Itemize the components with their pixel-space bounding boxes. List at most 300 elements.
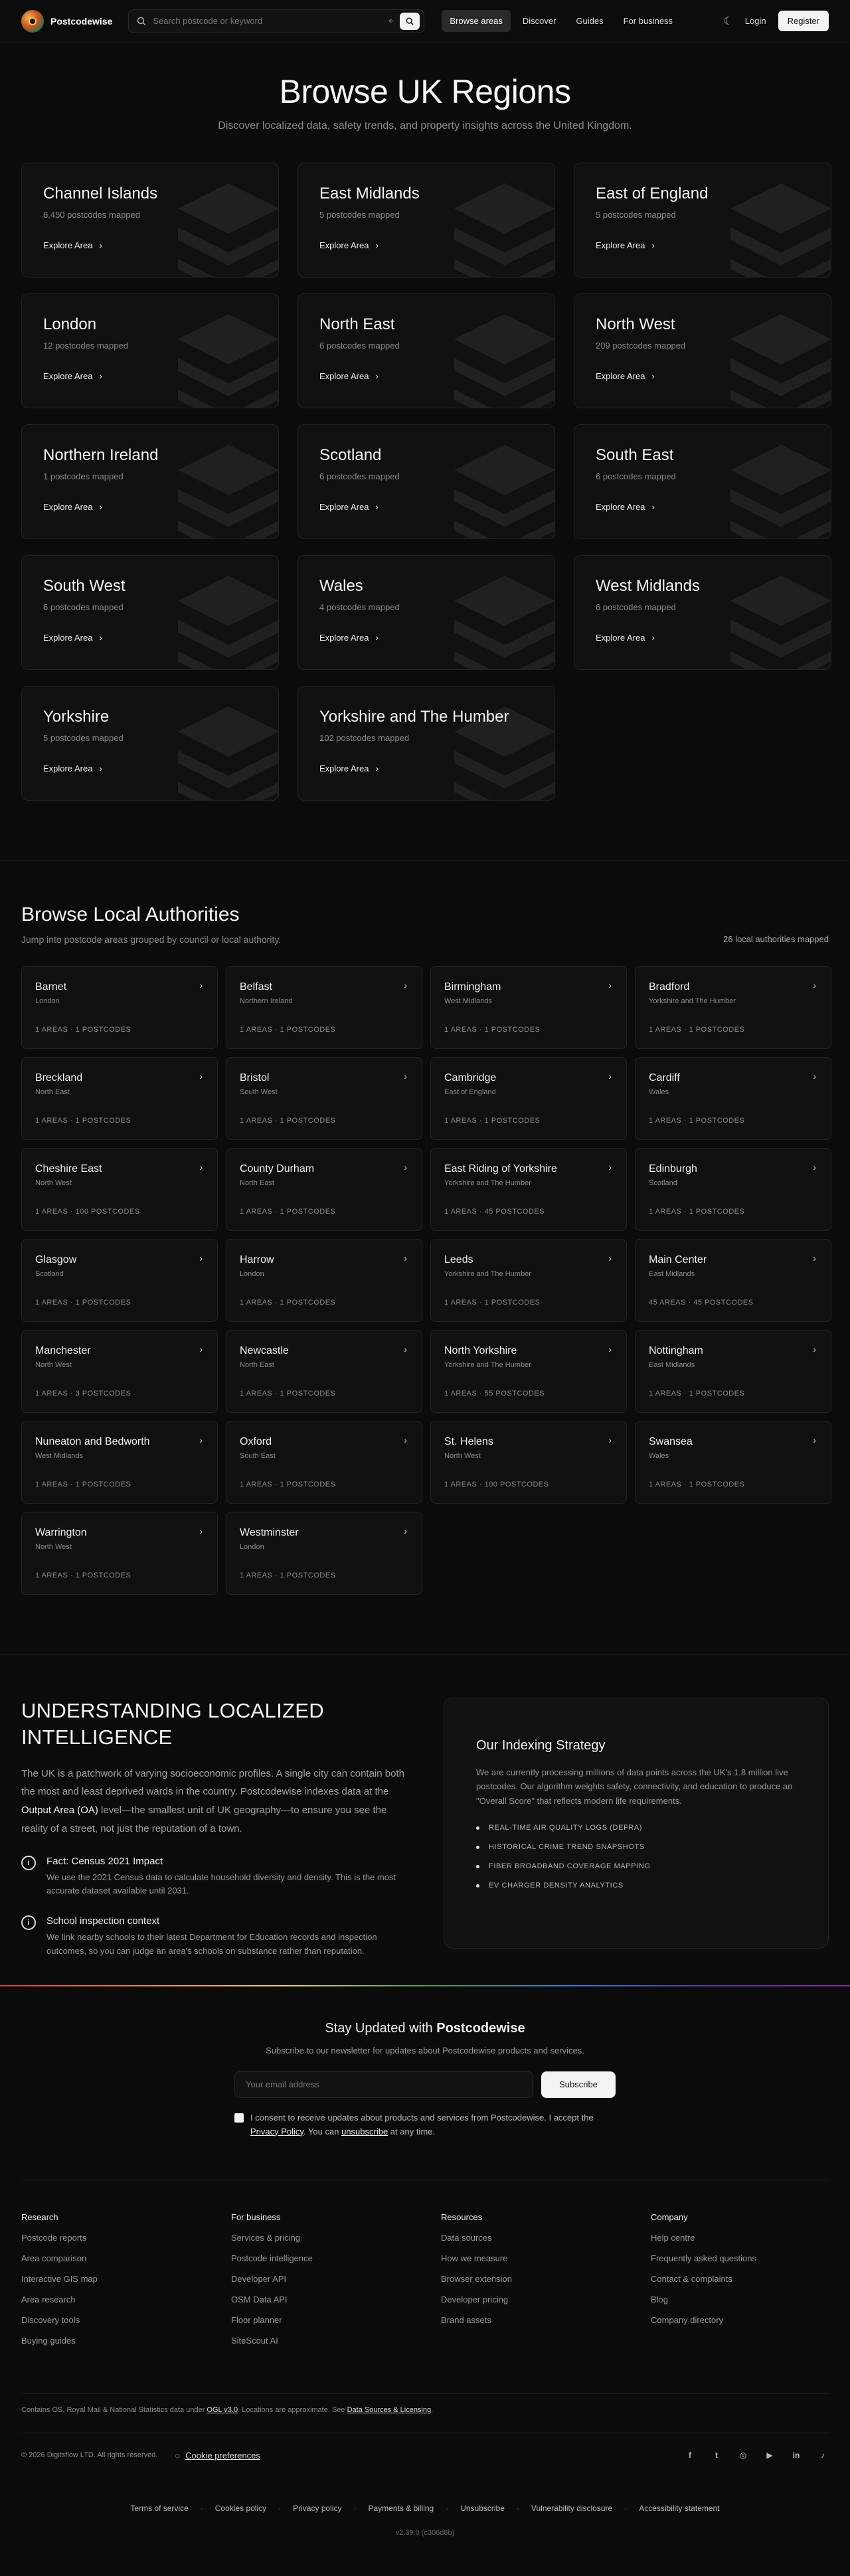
strategy-text: We are currently processing millions of data points across the UK's 1.8 million live postcodes. Our algorithm weights safety, connectivity, and education to produce an "Overall Score" that reflects modern life requirements.	[476, 1767, 793, 1806]
explore-label: Explore Area	[319, 764, 369, 773]
newsletter-section	[0, 1986, 850, 2139]
region-name: Scotland	[319, 446, 382, 464]
youtube-icon[interactable]: ▶	[766, 2451, 773, 2460]
legal-separator: ·	[278, 2504, 282, 2514]
region-postcode-count: 5 postcodes mapped	[319, 210, 400, 220]
footer-link[interactable]: How we measure	[441, 2253, 508, 2264]
authority-card[interactable]	[430, 1421, 627, 1504]
explore-area-link[interactable]	[596, 240, 655, 250]
explore-area-link[interactable]	[319, 633, 379, 643]
authority-card[interactable]	[226, 1239, 422, 1322]
explore-area-link[interactable]	[43, 764, 102, 773]
authority-region: East Midlands	[649, 1270, 695, 1278]
strategy-item: REAL-TIME AIR QUALITY LOGS (DEFRA)	[476, 1824, 796, 1832]
legal-link[interactable]: Payments & billing	[368, 2504, 434, 2514]
authority-stats: 1 AREAS · 1 POSTCODES	[444, 1117, 541, 1125]
footer-link[interactable]: Company directory	[651, 2315, 724, 2326]
privacy-policy-link[interactable]: Privacy Policy	[250, 2126, 303, 2136]
chevron-right-icon: ›	[608, 1253, 612, 1263]
info-icon: i	[21, 1915, 36, 1930]
chevron-right-icon: ›	[404, 1253, 407, 1263]
nav-browse-areas[interactable]: Browse areas	[442, 10, 510, 32]
chevron-right-icon: ›	[651, 371, 655, 381]
authority-stats: 1 AREAS · 100 POSTCODES	[35, 1208, 140, 1216]
brand-logo-icon	[21, 10, 44, 33]
layers-decoration-icon	[718, 432, 831, 539]
theme-toggle-moon-icon[interactable]: ☾	[723, 15, 733, 27]
authority-stats: 1 AREAS · 1 POSTCODES	[240, 1117, 336, 1125]
chevron-right-icon: ›	[651, 502, 655, 512]
layers-decoration-icon	[718, 563, 831, 670]
nav-discover[interactable]: Discover	[522, 16, 556, 26]
understanding-intro: The UK is a patchwork of varying socioeconomic profiles. A single city can contain both the most and least deprived wards in the country. Postcodewise indexes data at the Output Area (OA) level—the smallest unit of UK geography—to ensure you see the reality of a street, not just the reputation of a town.	[21, 1767, 404, 1834]
footer-link[interactable]: Services & pricing	[231, 2233, 301, 2243]
authority-region: South East	[240, 1452, 276, 1460]
data-sources-link[interactable]: Data Sources & Licensing	[347, 2406, 432, 2415]
fact-title: School inspection context	[46, 1915, 160, 1927]
footer-column-title: Resources	[441, 2212, 483, 2223]
region-card[interactable]	[21, 424, 279, 539]
region-name: South East	[596, 446, 674, 464]
region-postcode-count: 6,450 postcodes mapped	[43, 210, 140, 220]
explore-label: Explore Area	[43, 371, 93, 381]
site-header	[0, 0, 850, 42]
footer-link[interactable]: Postcode reports	[21, 2233, 87, 2243]
explore-label: Explore Area	[319, 371, 369, 381]
footer-link[interactable]: Help centre	[651, 2233, 695, 2243]
newsletter-email-input[interactable]	[234, 2071, 533, 2098]
explore-label: Explore Area	[596, 240, 645, 250]
authority-stats: 1 AREAS · 1 POSTCODES	[649, 1026, 745, 1034]
footer-link[interactable]: Area comparison	[21, 2253, 87, 2264]
footer-link[interactable]: OSM Data API	[231, 2294, 288, 2305]
region-name: Channel Islands	[43, 185, 158, 202]
footer-link[interactable]: Floor planner	[231, 2315, 282, 2326]
authority-name: Cambridge	[444, 1072, 497, 1084]
authority-stats: 1 AREAS · 1 POSTCODES	[35, 1117, 131, 1125]
regions-grid	[0, 163, 850, 801]
authority-card[interactable]	[21, 1512, 218, 1595]
authority-card[interactable]	[226, 1421, 422, 1504]
legal-link[interactable]: Accessibility statement	[639, 2504, 720, 2514]
region-postcode-count: 6 postcodes mapped	[43, 602, 124, 612]
region-card[interactable]	[298, 686, 555, 801]
chevron-right-icon: ›	[813, 1071, 816, 1082]
footer-link[interactable]: Frequently asked questions	[651, 2253, 756, 2264]
chevron-right-icon: ›	[404, 1071, 407, 1082]
chevron-right-icon: ›	[199, 1253, 203, 1263]
footer-link[interactable]: Area research	[21, 2294, 76, 2305]
legal-link[interactable]: Vulnerability disclosure	[531, 2504, 613, 2514]
authority-name: Bristol	[240, 1072, 270, 1084]
region-postcode-count: 6 postcodes mapped	[319, 471, 400, 481]
authority-name: Birmingham	[444, 981, 501, 993]
authority-name: Barnet	[35, 981, 67, 993]
authority-name: Newcastle	[240, 1345, 289, 1356]
chevron-right-icon: ›	[813, 1435, 816, 1445]
layers-decoration-icon	[165, 171, 279, 278]
fact-text: We link nearby schools to their latest Department for Education records and inspection outcomes, so you can judge an area's schools on substance rather than reputation.	[46, 1932, 377, 1956]
region-card[interactable]	[298, 424, 555, 539]
strategy-item: HISTORICAL CRIME TREND SNAPSHOTS	[476, 1843, 796, 1851]
layers-decoration-icon	[718, 171, 831, 278]
cookie-preferences-link[interactable]: ◌ Cookie preferences	[175, 2450, 260, 2460]
authority-card[interactable]	[635, 966, 831, 1049]
newsletter-consent	[234, 2111, 616, 2139]
region-card[interactable]	[574, 424, 831, 539]
authority-name: Glasgow	[35, 1254, 77, 1265]
authority-card[interactable]	[430, 1239, 627, 1322]
fact-title: Fact: Census 2021 Impact	[46, 1855, 163, 1867]
footer-link[interactable]: Developer API	[231, 2274, 287, 2285]
explore-area-link[interactable]	[319, 240, 379, 250]
authority-region: London	[240, 1543, 264, 1551]
footer-link[interactable]: Browser extension	[441, 2274, 512, 2285]
understanding-section	[0, 1698, 850, 1959]
login-link[interactable]: Login	[744, 16, 766, 26]
region-postcode-count: 5 postcodes mapped	[596, 210, 676, 220]
local-authorities-section	[0, 904, 850, 1595]
search-submit-icon	[406, 17, 414, 25]
social-links	[684, 2449, 829, 2461]
footer-link[interactable]: Postcode intelligence	[231, 2253, 313, 2264]
chevron-right-icon: ›	[651, 240, 655, 250]
authority-name: Westminster	[240, 1527, 299, 1538]
authority-stats: 1 AREAS · 1 POSTCODES	[35, 1481, 131, 1489]
authority-name: St. Helens	[444, 1436, 493, 1447]
authority-stats: 1 AREAS · 1 POSTCODES	[240, 1026, 336, 1034]
explore-label: Explore Area	[319, 240, 369, 250]
authority-region: North West	[35, 1543, 72, 1551]
authority-name: Main Center	[649, 1254, 707, 1265]
authority-name: Oxford	[240, 1436, 272, 1447]
authority-region: Yorkshire and The Humber	[444, 1270, 531, 1278]
layers-decoration-icon	[442, 563, 555, 670]
layers-decoration-icon	[442, 694, 555, 801]
authority-name: Belfast	[240, 981, 272, 993]
chevron-right-icon: ›	[651, 633, 655, 643]
region-card[interactable]	[21, 163, 279, 278]
layers-decoration-icon	[442, 171, 555, 278]
section-divider	[0, 1654, 850, 1655]
explore-area-link[interactable]	[319, 764, 379, 773]
footer-column-title: Research	[21, 2212, 58, 2223]
nav-guides[interactable]: Guides	[576, 16, 604, 26]
region-name: Northern Ireland	[43, 446, 159, 464]
authority-name: North Yorkshire	[444, 1345, 517, 1356]
authority-card[interactable]	[21, 1330, 218, 1413]
authority-card[interactable]	[635, 1421, 831, 1504]
authority-name: Bradford	[649, 981, 690, 993]
page-title: Browse UK Regions	[279, 73, 571, 110]
authority-card[interactable]	[21, 966, 218, 1049]
tiktok-icon[interactable]: ♪	[821, 2451, 825, 2460]
explore-label: Explore Area	[319, 502, 369, 512]
legal-link[interactable]: Terms of service	[130, 2504, 189, 2514]
footer-column	[441, 2212, 651, 2356]
authority-card[interactable]	[635, 1057, 831, 1140]
twitter-icon[interactable]: t	[715, 2451, 718, 2460]
fact-schools	[21, 1915, 408, 1959]
region-postcode-count: 12 postcodes mapped	[43, 341, 128, 351]
authority-card[interactable]	[430, 1148, 627, 1231]
authority-region: North East	[240, 1361, 274, 1369]
chevron-right-icon: ›	[404, 1344, 407, 1354]
region-card[interactable]	[21, 555, 279, 670]
indexing-strategy-card	[444, 1698, 829, 1949]
layers-decoration-icon	[165, 432, 279, 539]
explore-area-link[interactable]	[596, 502, 655, 512]
authority-card[interactable]	[21, 1421, 218, 1504]
authority-card[interactable]	[430, 1330, 627, 1413]
explore-area-link[interactable]	[596, 371, 655, 381]
legal-links	[0, 2504, 850, 2513]
regions-hero	[0, 42, 850, 132]
legal-separator: ·	[446, 2504, 449, 2514]
region-postcode-count: 6 postcodes mapped	[319, 341, 400, 351]
region-name: Yorkshire	[43, 708, 110, 726]
page-subtitle: Discover localized data, safety trends, and property insights across the United Kingdom.	[218, 120, 632, 131]
chevron-right-icon: ›	[813, 1344, 816, 1354]
authority-card[interactable]	[226, 1057, 422, 1140]
unsubscribe-link[interactable]: unsubscribe	[341, 2126, 388, 2136]
layers-decoration-icon	[442, 432, 555, 539]
authority-name: Manchester	[35, 1345, 91, 1356]
authority-stats: 1 AREAS · 1 POSTCODES	[444, 1299, 541, 1307]
copyright-row	[21, 2433, 829, 2461]
authority-stats: 1 AREAS · 1 POSTCODES	[649, 1208, 745, 1216]
search-bar	[128, 9, 424, 33]
footer-column	[231, 2212, 441, 2356]
region-name: London	[43, 315, 97, 333]
explore-label: Explore Area	[596, 502, 645, 512]
legal-link[interactable]: Cookies policy	[214, 2504, 267, 2514]
brand-name: Postcodewise	[50, 15, 113, 27]
authority-region: Yorkshire and The Humber	[444, 1179, 531, 1187]
authority-region: Yorkshire and The Humber	[444, 1361, 531, 1369]
locate-icon[interactable]: ⌖	[388, 15, 394, 26]
authorities-count: 26 local authorities mapped	[723, 934, 829, 944]
layers-decoration-icon	[718, 301, 831, 408]
chevron-right-icon: ›	[199, 1435, 203, 1445]
chevron-right-icon: ›	[404, 1162, 407, 1172]
region-name: West Midlands	[596, 577, 700, 595]
authority-card[interactable]	[635, 1330, 831, 1413]
footer-link[interactable]: Brand assets	[441, 2315, 491, 2326]
strategy-title: Our Indexing Strategy	[476, 1738, 606, 1753]
explore-label: Explore Area	[596, 371, 645, 381]
brand-link[interactable]	[21, 10, 112, 33]
explore-area-link[interactable]	[319, 371, 379, 381]
explore-area-link[interactable]	[43, 633, 102, 643]
explore-label: Explore Area	[596, 633, 645, 643]
authorities-subtitle: Jump into postcode areas grouped by council or local authority.	[21, 934, 282, 945]
region-card[interactable]	[21, 293, 279, 408]
authority-card[interactable]	[635, 1148, 831, 1231]
authority-name: Edinburgh	[649, 1163, 697, 1174]
authority-stats: 45 AREAS · 45 POSTCODES	[649, 1299, 754, 1307]
region-postcode-count: 6 postcodes mapped	[596, 602, 676, 612]
chevron-right-icon: ›	[608, 980, 612, 991]
authorities-title: Browse Local Authorities	[21, 904, 240, 926]
authority-region: South West	[240, 1088, 278, 1096]
chevron-right-icon: ›	[608, 1435, 612, 1445]
layers-decoration-icon	[442, 301, 555, 408]
chevron-right-icon: ›	[404, 1435, 407, 1445]
chevron-right-icon: ›	[404, 1526, 407, 1536]
authority-stats: 1 AREAS · 1 POSTCODES	[649, 1390, 745, 1398]
authority-stats: 1 AREAS · 100 POSTCODES	[444, 1481, 549, 1489]
region-card[interactable]	[574, 293, 831, 408]
app-version: v2.39.0 (c306d8b)	[395, 2529, 455, 2537]
region-name: East Midlands	[319, 185, 420, 202]
main-nav	[442, 10, 681, 32]
facebook-icon[interactable]: f	[689, 2451, 691, 2460]
explore-area-link[interactable]	[596, 633, 655, 643]
chevron-right-icon: ›	[813, 980, 816, 991]
footer-column	[21, 2212, 231, 2356]
authority-card[interactable]	[430, 966, 627, 1049]
authority-stats: 1 AREAS · 1 POSTCODES	[240, 1208, 336, 1216]
region-name: South West	[43, 577, 126, 595]
authority-name: Harrow	[240, 1254, 274, 1265]
chevron-right-icon: ›	[608, 1344, 612, 1354]
explore-area-link[interactable]	[43, 371, 102, 381]
section-divider	[0, 860, 850, 861]
authority-name: East Riding of Yorkshire	[444, 1163, 557, 1174]
explore-label: Explore Area	[43, 502, 93, 512]
authority-name: Nuneaton and Bedworth	[35, 1436, 150, 1447]
region-postcode-count: 5 postcodes mapped	[43, 733, 124, 743]
footer-link[interactable]: Contact & complaints	[651, 2274, 732, 2285]
chevron-right-icon: ›	[99, 502, 102, 512]
authority-region: Wales	[649, 1088, 669, 1096]
legal-link[interactable]: Unsubscribe	[460, 2504, 505, 2514]
authority-stats: 1 AREAS · 55 POSTCODES	[444, 1390, 545, 1398]
explore-area-link[interactable]	[43, 240, 102, 250]
copyright: © 2026 Digitsflow LTD. All rights reserved.	[21, 2451, 158, 2460]
authority-region: West Midlands	[444, 997, 492, 1005]
chevron-right-icon: ›	[375, 502, 379, 512]
strategy-item: EV CHARGER DENSITY ANALYTICS	[476, 1882, 796, 1890]
authority-card[interactable]	[635, 1239, 831, 1322]
footer-link[interactable]: SiteScout AI	[231, 2336, 278, 2346]
region-postcode-count: 209 postcodes mapped	[596, 341, 686, 351]
footer-link[interactable]: Interactive GIS map	[21, 2274, 98, 2285]
search-input[interactable]	[153, 16, 381, 26]
footer-link[interactable]: Blog	[651, 2294, 669, 2305]
authority-card[interactable]	[226, 966, 422, 1049]
explore-label: Explore Area	[43, 633, 93, 643]
fact-census	[21, 1856, 408, 1899]
region-card[interactable]	[298, 555, 555, 670]
authority-region: North West	[35, 1361, 72, 1369]
chevron-right-icon: ›	[404, 980, 407, 991]
region-card[interactable]	[298, 293, 555, 408]
nav-for-business[interactable]: For business	[623, 16, 673, 26]
footer-link[interactable]: Developer pricing	[441, 2294, 509, 2305]
footer-link[interactable]: Discovery tools	[21, 2315, 80, 2326]
authority-region: Northern Ireland	[240, 997, 293, 1005]
authority-stats: 1 AREAS · 1 POSTCODES	[240, 1481, 336, 1489]
chevron-right-icon: ›	[99, 633, 102, 643]
region-card[interactable]	[574, 555, 831, 670]
instagram-icon[interactable]: ◎	[739, 2451, 747, 2460]
footer-link[interactable]: Data sources	[441, 2233, 492, 2243]
authority-stats: 1 AREAS · 1 POSTCODES	[444, 1026, 541, 1034]
authority-name: Cardiff	[649, 1072, 680, 1084]
chevron-right-icon: ›	[199, 980, 203, 991]
subscribe-button[interactable]: Subscribe	[541, 2071, 616, 2098]
authority-stats: 1 AREAS · 1 POSTCODES	[240, 1299, 336, 1307]
chevron-right-icon: ›	[375, 764, 379, 773]
authority-card[interactable]	[21, 1148, 218, 1231]
authority-stats: 1 AREAS · 1 POSTCODES	[649, 1481, 745, 1489]
authority-card[interactable]	[430, 1057, 627, 1140]
search-submit-button[interactable]	[400, 13, 420, 30]
footer-link[interactable]: Buying guides	[21, 2336, 76, 2346]
region-name: North West	[596, 315, 675, 333]
region-postcode-count: 4 postcodes mapped	[319, 602, 400, 612]
authority-stats: 1 AREAS · 45 POSTCODES	[444, 1208, 545, 1216]
authority-region: London	[35, 997, 60, 1005]
footer-column-title: For business	[231, 2212, 281, 2223]
region-card[interactable]	[21, 686, 279, 801]
authority-region: East of England	[444, 1088, 496, 1096]
region-postcode-count: 102 postcodes mapped	[319, 733, 410, 743]
authority-stats: 1 AREAS · 1 POSTCODES	[649, 1117, 745, 1125]
legal-separator: ·	[353, 2504, 357, 2514]
legal-separator: ·	[516, 2504, 519, 2514]
authority-region: North East	[35, 1088, 70, 1096]
footer-column	[651, 2212, 850, 2356]
ogl-link[interactable]: OGL v3.0	[207, 2406, 238, 2415]
authority-region: North East	[240, 1179, 274, 1187]
authority-stats: 1 AREAS · 1 POSTCODES	[35, 1571, 131, 1579]
region-name: North East	[319, 315, 395, 333]
linkedin-icon[interactable]: in	[792, 2451, 800, 2460]
authority-region: North West	[35, 1179, 72, 1187]
chevron-right-icon: ›	[375, 633, 379, 643]
authorities-grid	[21, 966, 829, 1595]
chevron-right-icon: ›	[199, 1526, 203, 1536]
authority-stats: 1 AREAS · 1 POSTCODES	[35, 1299, 131, 1307]
explore-label: Explore Area	[319, 633, 369, 643]
region-card[interactable]	[298, 163, 555, 278]
region-postcode-count: 1 postcodes mapped	[43, 471, 124, 481]
authority-region: Wales	[649, 1452, 669, 1460]
authority-card[interactable]	[226, 1330, 422, 1413]
consent-text: I consent to receive updates about products and services from Postcodewise. I accept the Privacy Policy. You can unsubscribe at any time.	[250, 2112, 594, 2136]
explore-area-link[interactable]	[43, 502, 102, 512]
region-card[interactable]	[574, 163, 831, 278]
authority-card[interactable]	[21, 1239, 218, 1322]
authority-region: Yorkshire and The Humber	[649, 997, 736, 1005]
authority-stats: 1 AREAS · 1 POSTCODES	[35, 1026, 131, 1034]
authority-card[interactable]	[226, 1148, 422, 1231]
register-button[interactable]: Register	[778, 11, 829, 31]
header-actions	[723, 11, 829, 31]
region-postcode-count: 6 postcodes mapped	[596, 471, 676, 481]
authority-card[interactable]	[21, 1057, 218, 1140]
authority-card[interactable]	[226, 1512, 422, 1595]
consent-checkbox[interactable]	[234, 2113, 244, 2123]
understanding-title: UNDERSTANDING LOCALIZED INTELLIGENCE	[21, 1699, 324, 1749]
legal-link[interactable]: Privacy policy	[293, 2504, 342, 2514]
explore-area-link[interactable]	[319, 502, 379, 512]
chevron-right-icon: ›	[199, 1162, 203, 1172]
newsletter-subtitle: Subscribe to our newsletter for updates about Postcodewise products and services.	[266, 2045, 584, 2055]
